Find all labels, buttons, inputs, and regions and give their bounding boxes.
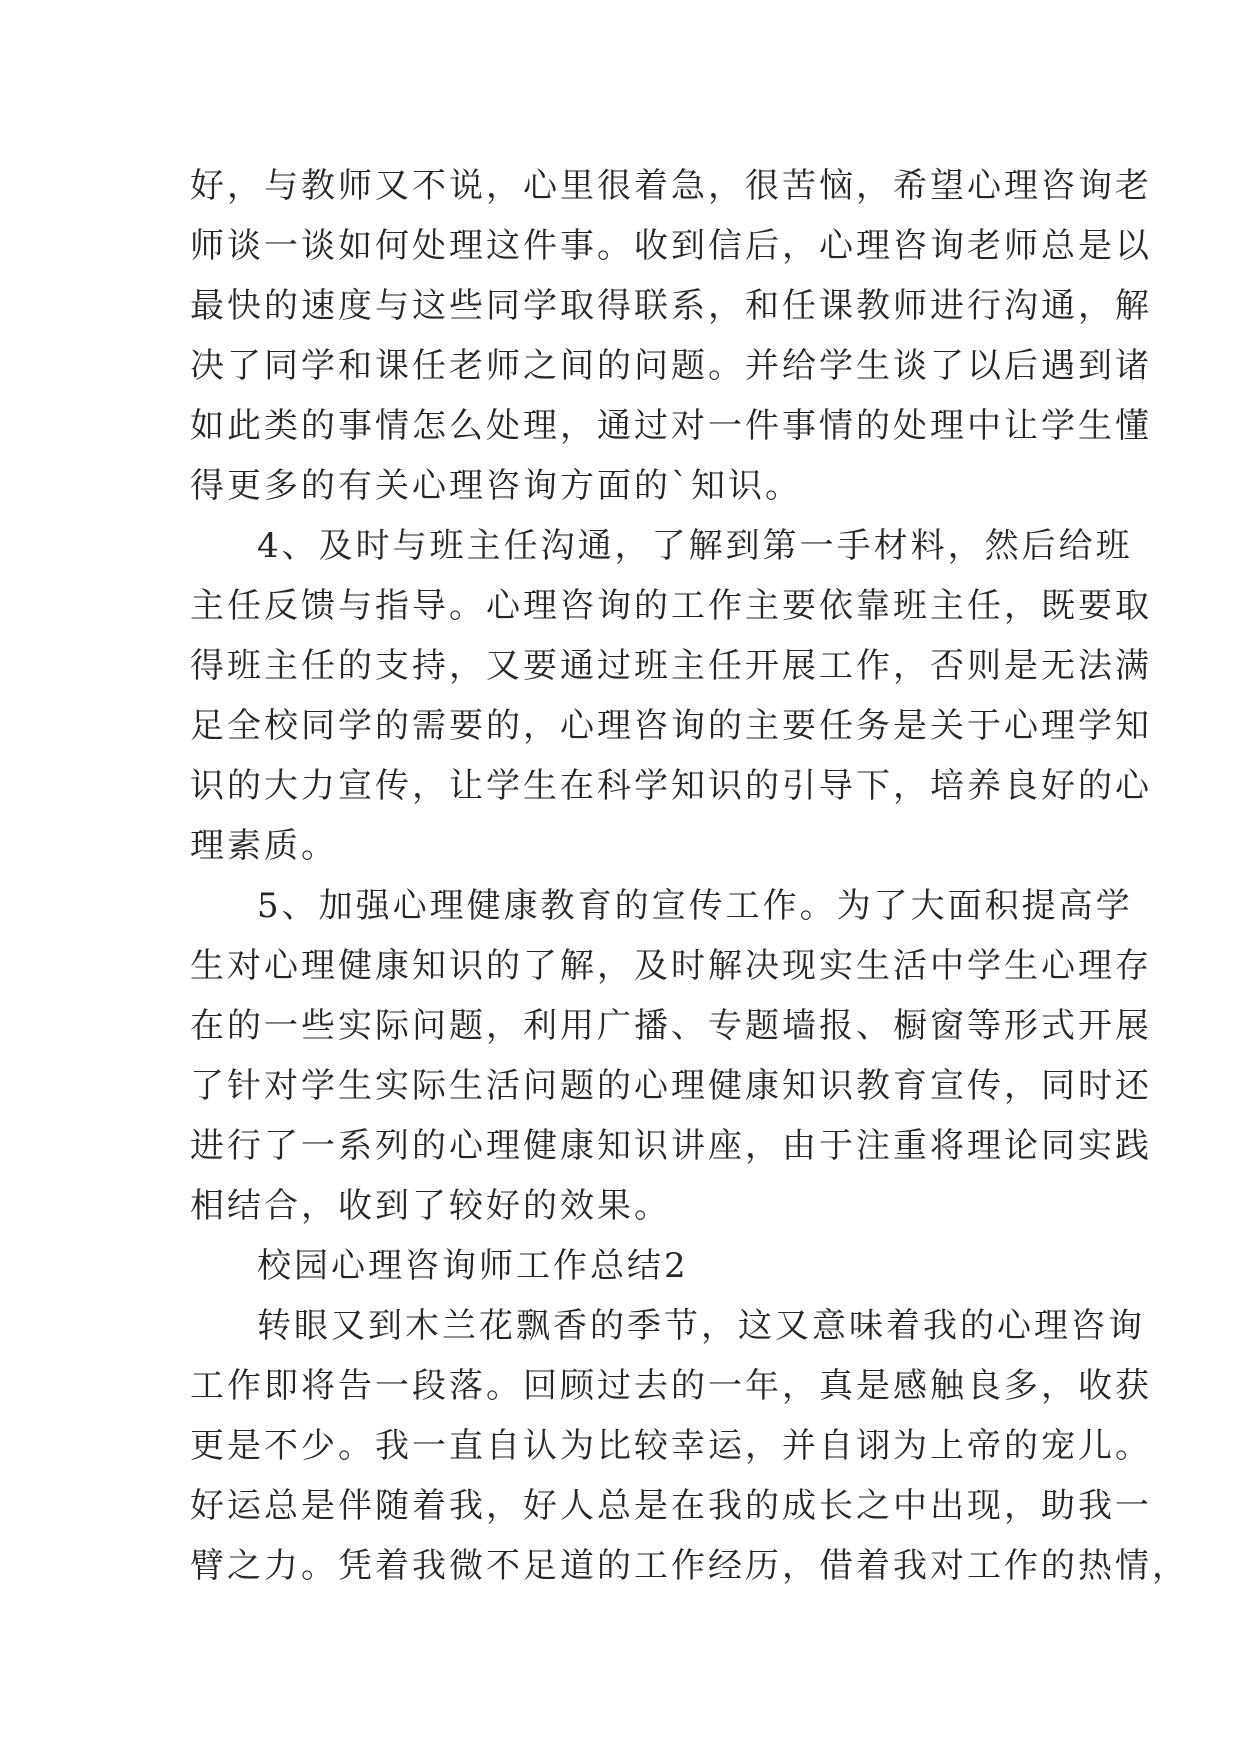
- text-line: 决了同学和课任老师之间的问题。并给学生谈了以后遇到诸: [190, 346, 1152, 386]
- text-line: 好，与教师又不说，心里很着急，很苦恼，希望心理咨询老: [190, 166, 1152, 206]
- text-line: 师谈一谈如何处理这件事。收到信后，心理咨询老师总是以: [190, 226, 1152, 266]
- paragraph-4-start: 4、及时与班主任沟通，了解到第一手材料，然后给班: [257, 526, 1133, 566]
- text-line: 得班主任的支持，又要通过班主任开展工作，否则是无法满: [190, 646, 1152, 686]
- text-line: 好运总是伴随着我，好人总是在我的成长之中出现，助我一: [190, 1486, 1152, 1526]
- text-line: 如此类的事情怎么处理，通过对一件事情的处理中让学生懂: [190, 406, 1152, 446]
- text-line: 进行了一系列的心理健康知识讲座，由于注重将理论同实践: [190, 1126, 1152, 1166]
- document-body: [190, 156, 1189, 1596]
- text-line: 足全校同学的需要的，心理咨询的主要任务是关于心理学知: [190, 706, 1152, 746]
- paragraph-start: 转眼又到木兰花飘香的季节，这又意味着我的心理咨询: [257, 1306, 1145, 1346]
- text-line: 工作即将告一段落。回顾过去的一年，真是感触良多，收获: [190, 1366, 1152, 1406]
- text-line: 了针对学生实际生活问题的心理健康知识教育宣传，同时还: [190, 1066, 1152, 1106]
- text-line: 生对心理健康知识的了解，及时解决现实生活中学生心理存: [190, 946, 1152, 986]
- text-line: 得更多的有关心理咨询方面的`知识。: [190, 466, 802, 506]
- paragraph-5-start: 5、加强心理健康教育的宣传工作。为了大面积提高学: [257, 886, 1133, 926]
- text-line: 更是不少。我一直自认为比较幸运，并自诩为上帝的宠儿。: [190, 1426, 1152, 1466]
- text-line: 在的一些实际问题，利用广播、专题墙报、橱窗等形式开展: [190, 1006, 1152, 1046]
- text-line: 识的大力宣传，让学生在科学知识的引导下，培养良好的心: [190, 766, 1152, 806]
- text-line: 相结合，收到了较好的效果。: [190, 1186, 671, 1226]
- section-heading: 校园心理咨询师工作总结2: [257, 1246, 689, 1286]
- text-line: 理素质。: [190, 826, 338, 866]
- text-line: 主任反馈与指导。心理咨询的工作主要依靠班主任，既要取: [190, 586, 1152, 626]
- text-line: 臂之力。凭着我微不足道的工作经历，借着我对工作的热情，: [190, 1546, 1189, 1586]
- text-line: 最快的速度与这些同学取得联系，和任课教师进行沟通，解: [190, 286, 1152, 326]
